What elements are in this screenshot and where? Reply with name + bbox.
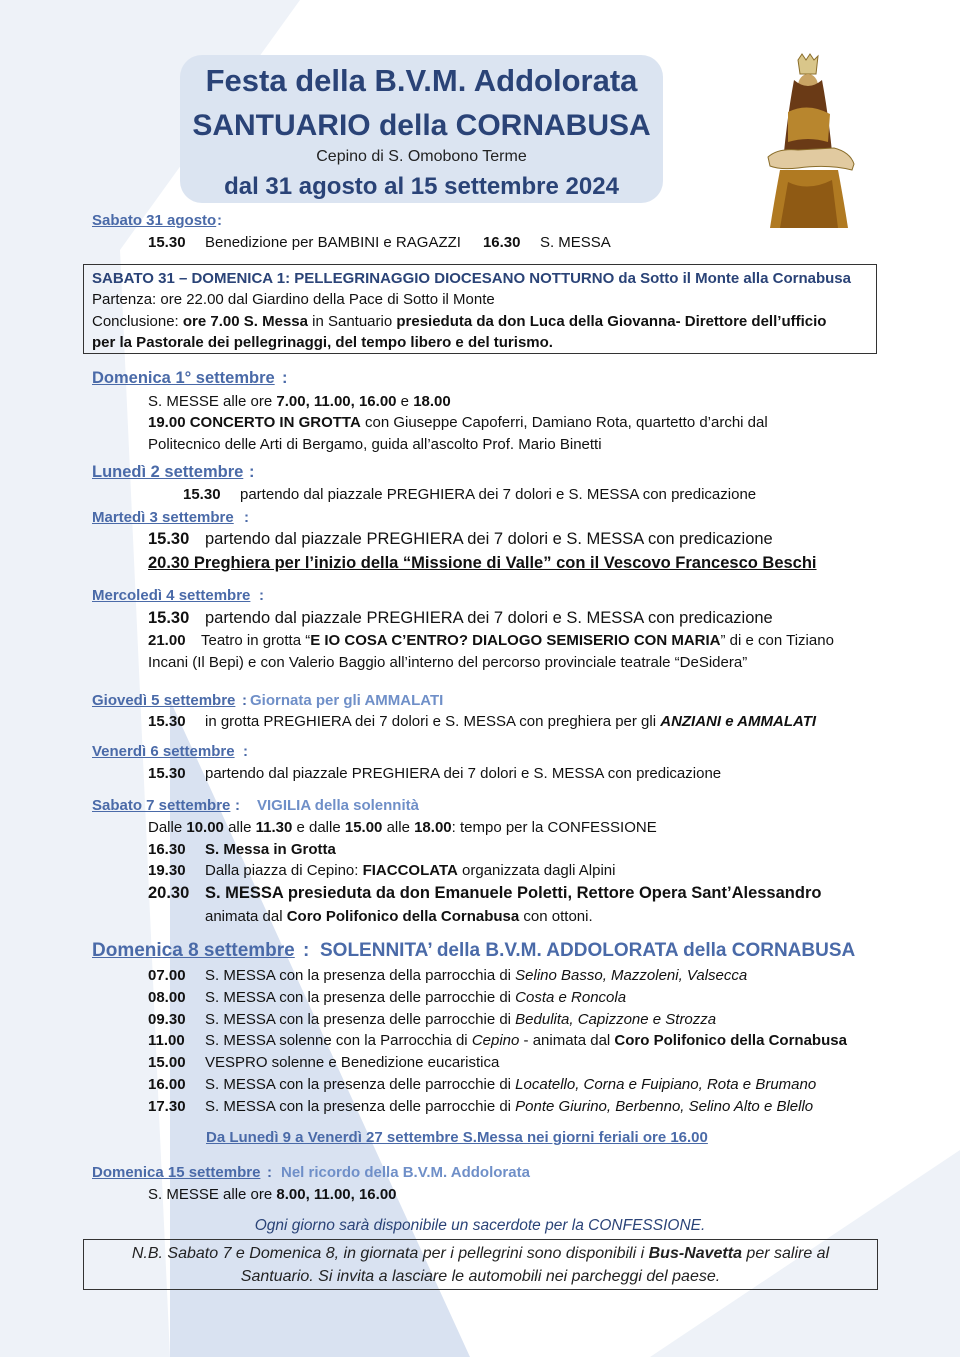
heading-sun-15: Domenica 15 settembre — [92, 1164, 261, 1181]
date-range: dal 31 agosto al 15 settembre 2024 — [224, 173, 619, 200]
schedule-row — [148, 1011, 716, 1028]
sun15-subtitle: Nel ricordo della B.V.M. Addolorata — [281, 1164, 530, 1181]
line-mon2: 15.30 partendo dal piazzale PREGHIERA dei 7 dolori e S. MESSA con predicazione — [183, 486, 757, 503]
line-wed4-3: Incani (Il Bepi) e con Valerio Baggio all’interno del percorso provinciale teatrale “DeSidera” — [148, 654, 748, 671]
heading-fri-6: Venerdì 6 settembre — [92, 743, 235, 760]
line-wed4-2: 21.00 Teatro in grotta “E IO COSA C’ENTRO? DIALOGO SEMISERIO CON MARIA” di e con Tiziano — [148, 632, 834, 649]
line-sat31: 15.30 Benedizione per BAMBINI e RAGAZZI 16.30 S. MESSA — [148, 234, 611, 251]
heading-sat-31: Sabato 31 agosto — [92, 212, 217, 229]
confession-note: Ogni giorno sarà disponibile un sacerdote per la CONFESSIONE. — [254, 1217, 706, 1234]
schedule-time: 08.00 — [148, 988, 186, 1006]
line-tue3-1: 15.30 partendo dal piazzale PREGHIERA dei 7 dolori e S. MESSA con predicazione — [148, 530, 773, 548]
pilgrimage-conclusion-2: per la Pastorale dei pellegrinaggi, del tempo libero e del turismo. — [92, 334, 553, 351]
schedule-parishes: Costa e Roncola — [515, 988, 627, 1006]
pilgrimage-box — [83, 264, 877, 354]
event-title: Festa della B.V.M. Addolorata — [205, 63, 638, 98]
heading-sun-1: Domenica 1° settembre — [92, 369, 275, 387]
heading-tue-3: Martedì 3 settembre — [92, 509, 234, 526]
schedule-row — [148, 1098, 813, 1115]
sanctuary-title: SANTUARIO della CORNABUSA — [192, 109, 651, 142]
schedule-text: S. MESSA con la presenza delle parrocchie di — [205, 988, 516, 1006]
thu5-subtitle: Giornata per gli AMMALATI — [250, 692, 444, 709]
sun8-subtitle: SOLENNITA’ della B.V.M. ADDOLORATA della CORNABUSA — [320, 940, 856, 961]
pilgrimage-departure: Partenza: ore 22.00 dal Giardino della Pace di Sotto il Monte — [92, 291, 495, 308]
line-sun1-masses: S. MESSE alle ore 7.00, 11.00, 16.00 e 18.00 — [148, 393, 451, 410]
weekday-mass-note: Da Lunedì 9 a Venerdì 27 settembre S.Messa nei giorni feriali ore 16.00 — [206, 1129, 708, 1146]
heading-sat-7: Sabato 7 settembre — [92, 797, 231, 814]
colon: : — [267, 1164, 272, 1181]
location-text: Cepino di S. Omobono Terme — [316, 148, 527, 165]
colon: : — [303, 940, 310, 961]
schedule-time: 15.00 — [148, 1054, 186, 1072]
heading-wed-4: Mercoledì 4 settembre — [92, 587, 251, 604]
line-tue3-2: 20.30 Preghiera per l’inizio della “Missione di Valle” con il Vescovo Francesco Beschi — [148, 554, 817, 572]
line-sun1-concert-2: Politecnico delle Arti di Bergamo, guida all’ascolto Prof. Mario Binetti — [148, 436, 602, 453]
schedule-time: 11.00 — [148, 1032, 185, 1050]
schedule-text: S. MESSA con la presenza delle parrocchie di — [205, 1097, 516, 1115]
schedule-time: 16.00 — [148, 1076, 186, 1093]
colon: : — [243, 743, 248, 760]
colon: : — [235, 797, 240, 814]
colon: : — [244, 509, 249, 526]
heading-thu-5: Giovedì 5 settembre — [92, 692, 236, 709]
madonna-statue-image — [758, 52, 858, 232]
schedule-parishes: Locatello, Corna e Fuipiano, Rota e Brumano — [515, 1076, 817, 1093]
line-sat7-1: 16.30 S. Messa in Grotta — [148, 841, 336, 858]
line-wed4-1: 15.30 partendo dal piazzale PREGHIERA dei 7 dolori e S. MESSA con predicazione — [148, 609, 773, 627]
colon: : — [242, 692, 247, 709]
schedule-text: VESPRO solenne e Benedizione eucaristica — [205, 1054, 500, 1072]
colon: : — [282, 369, 288, 387]
sat7-subtitle: VIGILIA della solennità — [257, 797, 419, 814]
schedule-tail: - animata dal — [519, 1032, 615, 1050]
heading-sun-8: Domenica 8 settembre — [92, 940, 295, 961]
colon: : — [259, 587, 264, 604]
title-box — [180, 55, 663, 203]
schedule-text: S. MESSA con la presenza delle parrocchie di — [205, 1076, 516, 1093]
line-thu5: 15.30 in grotta PREGHIERA dei 7 dolori e S. MESSA con preghiera per gli ANZIANI e AMMALATI — [148, 713, 817, 730]
schedule-parishes: Ponte Giurino, Berbenno, Selino Alto e Blello — [515, 1097, 814, 1115]
pilgrimage-conclusion: Conclusione: ore 7.00 S. Messa in Santuario presieduta da don Luca della Giovanna- Direttore dell’ufficio — [92, 313, 827, 330]
line-sun1-concert: 19.00 CONCERTO IN GROTTA con Giuseppe Capoferri, Damiano Rota, quartetto d’archi dal — [148, 414, 768, 431]
schedule-row — [148, 1032, 847, 1049]
schedule-choir: Coro Polifonico della Cornabusa — [614, 1032, 847, 1050]
schedule-row — [148, 1076, 816, 1093]
heading-mon-2: Lunedì 2 settembre — [92, 463, 244, 481]
schedule-parishes: Bedulita, Capizzone e Strozza — [515, 1010, 717, 1028]
line-fri6: 15.30 partendo dal piazzale PREGHIERA dei 7 dolori e S. MESSA con predicazione — [148, 765, 722, 782]
schedule-text: S. MESSA solenne con la Parrocchia di — [205, 1032, 472, 1050]
schedule-time: 17.30 — [148, 1097, 186, 1115]
schedule-parishes: Cepino — [471, 1032, 520, 1050]
schedule-time: 09.30 — [148, 1010, 186, 1028]
schedule-row — [148, 1054, 499, 1071]
line-sat7-4: animata dal Coro Polifonico della Cornabusa con ottoni. — [205, 908, 593, 925]
colon: : — [217, 212, 222, 229]
schedule-row — [148, 967, 747, 984]
shuttle-note-line1: N.B. Sabato 7 e Domenica 8, in giornata per i pellegrini sono disponibili i Bus-Navetta per salire al — [131, 1245, 830, 1262]
schedule-parishes: Selino Basso, Mazzoleni, Valsecca — [515, 967, 748, 984]
pilgrimage-title: SABATO 31 – DOMENICA 1: PELLEGRINAGGIO DIOCESANO NOTTURNO da Sotto il Monte alla Cornabusa — [92, 270, 851, 287]
shuttle-note-box — [83, 1239, 878, 1290]
schedule-row — [148, 989, 626, 1006]
line-sat7-2: 19.30 Dalla piazza di Cepino: FIACCOLATA organizzata dagli Alpini — [148, 862, 616, 879]
schedule-text: S. MESSA con la presenza delle parrocchie di — [205, 1010, 516, 1028]
line-sun15: S. MESSE alle ore 8.00, 11.00, 16.00 — [148, 1186, 397, 1203]
shuttle-note-line2: Santuario. Si invita a lasciare le automobili nei parcheggi del paese. — [240, 1268, 721, 1285]
schedule-time: 07.00 — [148, 967, 186, 984]
colon: : — [249, 463, 255, 481]
line-sat7-confession: Dalle 10.00 alle 11.30 e dalle 15.00 alle 18.00: tempo per la CONFESSIONE — [148, 819, 657, 836]
schedule-text: S. MESSA con la presenza della parrocchia di — [205, 967, 516, 984]
line-sat7-3: 20.30 S. MESSA presieduta da don Emanuele Poletti, Rettore Opera Sant’Alessandro — [148, 884, 822, 902]
